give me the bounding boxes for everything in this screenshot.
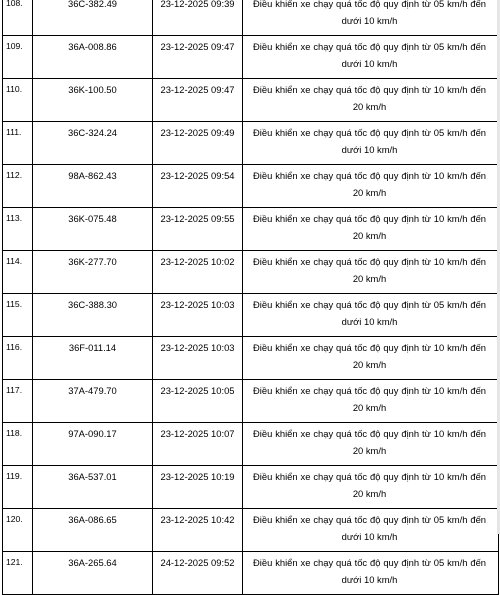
violation-description: Điều khiển xe chạy quá tốc độ quy định từ 10 km/h đến 20 km/h — [243, 423, 499, 466]
violation-time: 23-12-2025 10:03 — [153, 294, 243, 337]
table-row — [3, 79, 499, 122]
violation-description: Điều khiển xe chạy quá tốc độ quy định từ 10 km/h đến 20 km/h — [243, 251, 499, 294]
violation-time: 23-12-2025 09:47 — [153, 79, 243, 122]
row-number: 109. — [3, 36, 33, 79]
row-number: 119. — [3, 466, 33, 509]
row-number: 117. — [3, 380, 33, 423]
license-plate: 36A-537.01 — [33, 466, 153, 509]
license-plate: 36C-388.30 — [33, 294, 153, 337]
row-number: 108. — [3, 0, 33, 36]
violation-time: 23-12-2025 10:05 — [153, 380, 243, 423]
license-plate: 36K-277.70 — [33, 251, 153, 294]
violation-time: 23-12-2025 09:39 — [153, 0, 243, 36]
violation-description: Điều khiển xe chạy quá tốc độ quy định từ 05 km/h đến dưới 10 km/h — [243, 36, 499, 79]
license-plate: 36F-011.14 — [33, 337, 153, 380]
license-plate: 36A-008.86 — [33, 36, 153, 79]
violation-time: 23-12-2025 10:19 — [153, 466, 243, 509]
row-number: 114. — [3, 251, 33, 294]
table-row — [3, 423, 499, 466]
table-row — [3, 294, 499, 337]
violation-description: Điều khiển xe chạy quá tốc độ quy định từ 10 km/h đến 20 km/h — [243, 337, 499, 380]
row-number: 120. — [3, 509, 33, 552]
violations-table — [2, 0, 499, 595]
violation-time: 23-12-2025 09:47 — [153, 36, 243, 79]
license-plate: 36C-382.49 — [33, 0, 153, 36]
violations-table-body — [3, 0, 499, 595]
row-number: 118. — [3, 423, 33, 466]
table-row — [3, 552, 499, 595]
violation-time: 23-12-2025 09:54 — [153, 165, 243, 208]
table-row — [3, 122, 499, 165]
row-number: 113. — [3, 208, 33, 251]
violation-description: Điều khiển xe chạy quá tốc độ quy định từ 10 km/h đến 20 km/h — [243, 208, 499, 251]
table-row — [3, 165, 499, 208]
violation-time: 23-12-2025 10:42 — [153, 509, 243, 552]
license-plate: 36K-100.50 — [33, 79, 153, 122]
row-number: 110. — [3, 79, 33, 122]
violation-description: Điều khiển xe chạy quá tốc độ quy định từ 05 km/h đến dưới 10 km/h — [243, 294, 499, 337]
violation-description: Điều khiển xe chạy quá tốc độ quy định từ 10 km/h đến 20 km/h — [243, 380, 499, 423]
row-number: 112. — [3, 165, 33, 208]
row-number: 121. — [3, 552, 33, 595]
violation-description: Điều khiển xe chạy quá tốc độ quy định từ 05 km/h đến dưới 10 km/h — [243, 552, 499, 595]
table-row — [3, 0, 499, 36]
violation-description: Điều khiển xe chạy quá tốc độ quy định từ 05 km/h đến dưới 10 km/h — [243, 122, 499, 165]
violation-time: 23-12-2025 09:55 — [153, 208, 243, 251]
license-plate: 36C-324.24 — [33, 122, 153, 165]
violation-description: Điều khiển xe chạy quá tốc độ quy định từ 10 km/h đến 20 km/h — [243, 165, 499, 208]
violation-description: Điều khiển xe chạy quá tốc độ quy định từ 05 km/h đến dưới 10 km/h — [243, 509, 499, 552]
table-row — [3, 380, 499, 423]
table-row — [3, 208, 499, 251]
row-number: 111. — [3, 122, 33, 165]
violation-time: 24-12-2025 09:52 — [153, 552, 243, 595]
license-plate: 98A-862.43 — [33, 165, 153, 208]
license-plate: 36K-075.48 — [33, 208, 153, 251]
violation-time: 23-12-2025 09:49 — [153, 122, 243, 165]
row-number: 115. — [3, 294, 33, 337]
license-plate: 36A-265.64 — [33, 552, 153, 595]
license-plate: 97A-090.17 — [33, 423, 153, 466]
violation-description: Điều khiển xe chạy quá tốc độ quy định từ 05 km/h đến dưới 10 km/h — [243, 0, 499, 36]
violation-time: 23-12-2025 10:07 — [153, 423, 243, 466]
violation-description: Điều khiển xe chạy quá tốc độ quy định từ 10 km/h đến 20 km/h — [243, 466, 499, 509]
violation-description: Điều khiển xe chạy quá tốc độ quy định từ 10 km/h đến 20 km/h — [243, 79, 499, 122]
table-row — [3, 337, 499, 380]
table-row — [3, 36, 499, 79]
violation-time: 23-12-2025 10:02 — [153, 251, 243, 294]
license-plate: 36A-086.65 — [33, 509, 153, 552]
table-row — [3, 251, 499, 294]
license-plate: 37A-479.70 — [33, 380, 153, 423]
row-number: 116. — [3, 337, 33, 380]
table-row — [3, 466, 499, 509]
violation-time: 23-12-2025 10:03 — [153, 337, 243, 380]
table-row — [3, 509, 499, 552]
